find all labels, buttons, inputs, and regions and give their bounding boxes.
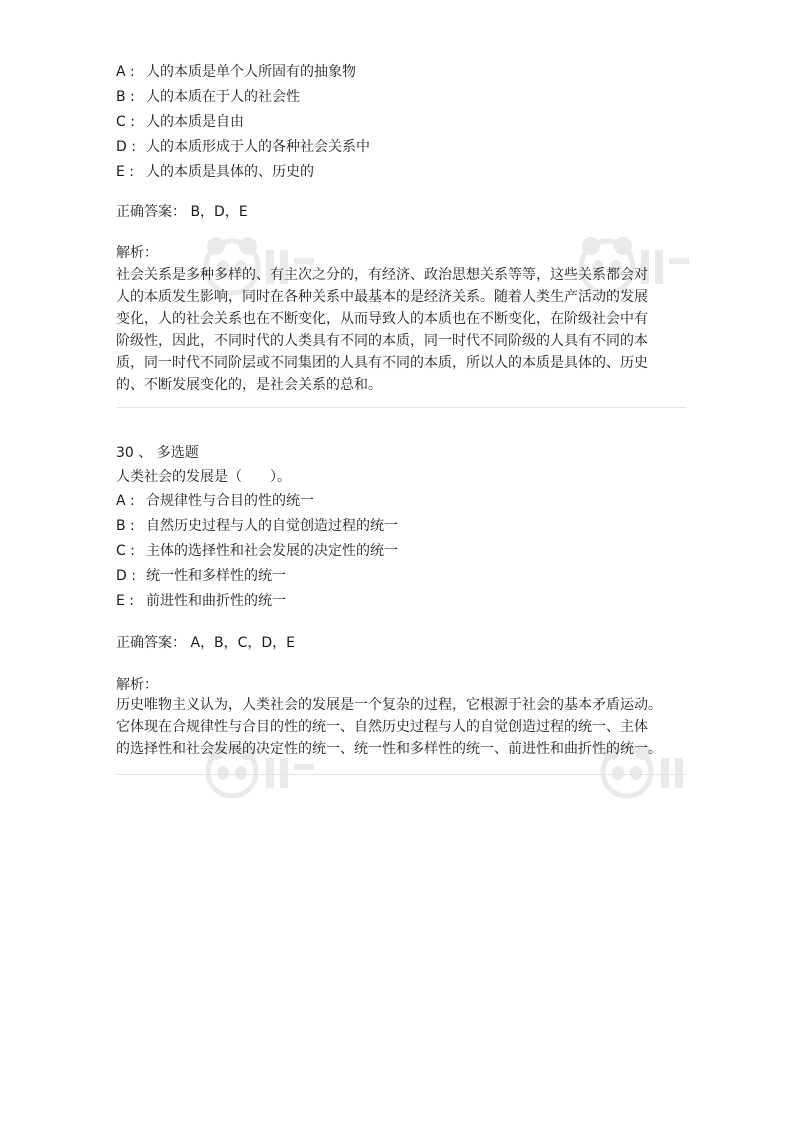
section-divider xyxy=(116,407,686,408)
q29-analysis-label: 解析： xyxy=(116,245,158,261)
option-e: E : 前进性和曲折性的统一 xyxy=(116,593,286,609)
option-d: D : 人的本质形成于人的各种社会关系中 xyxy=(116,139,370,155)
option-d: D : 统一性和多样性的统一 xyxy=(116,568,286,584)
option-c: C : 人的本质是自由 xyxy=(116,114,244,130)
q30-stem: 人类社会的发展是（ ）。 xyxy=(116,469,291,485)
option-a: A : 合规律性与合目的性的统一 xyxy=(116,493,314,509)
q30-header: 30 、 多选题 xyxy=(116,445,199,461)
q30-analysis-text: 历史唯物主义认为，人类社会的发展是一个复杂的过程，它根源于社会的基本矛盾运动。 它体现在合规律性与合目的性的统一、自然历史过程与人的自觉创造过程的统一、主体 的选择性和社会发展的决定性的统一、统一性和多样性的统一、前进性和曲折性的统一。 xyxy=(116,697,662,757)
q30-options xyxy=(116,489,686,613)
q30-analysis-label: 解析： xyxy=(116,677,158,693)
q30-answer: 正确答案： A，B，C，D，E xyxy=(116,635,296,651)
q29-answer: 正确答案： B，D，E xyxy=(116,204,248,220)
option-b: B : 人的本质在于人的社会性 xyxy=(116,89,300,105)
option-e: E : 人的本质是具体的、历史的 xyxy=(116,164,314,180)
q29-options xyxy=(116,60,686,184)
option-a: A : 人的本质是单个人所固有的抽象物 xyxy=(116,64,356,80)
option-c: C : 主体的选择性和社会发展的决定性的统一 xyxy=(116,543,398,559)
section-divider xyxy=(116,774,686,775)
q29-analysis-text: 社会关系是多种多样的、有主次之分的，有经济、政治思想关系等等，这些关系都会对 人的本质发生影响，同时在各种关系中最基本的是经济关系。随着人类生产活动的发展 变化，人的社会关系也在不断变化，从而导致人的本质也在不断变化，在阶级社会中有 阶级性，因此，不同时代的人类具有不同的本质，同一时代不同阶级的人具有不同的本 质，同一时代不同阶层或不同集团的人具有不同的本质，所以人的本质是具体的、历史 的、不断发展变化的，是社会关系的总和。 xyxy=(116,267,648,393)
option-b: B : 自然历史过程与人的自觉创造过程的统一 xyxy=(116,518,398,534)
